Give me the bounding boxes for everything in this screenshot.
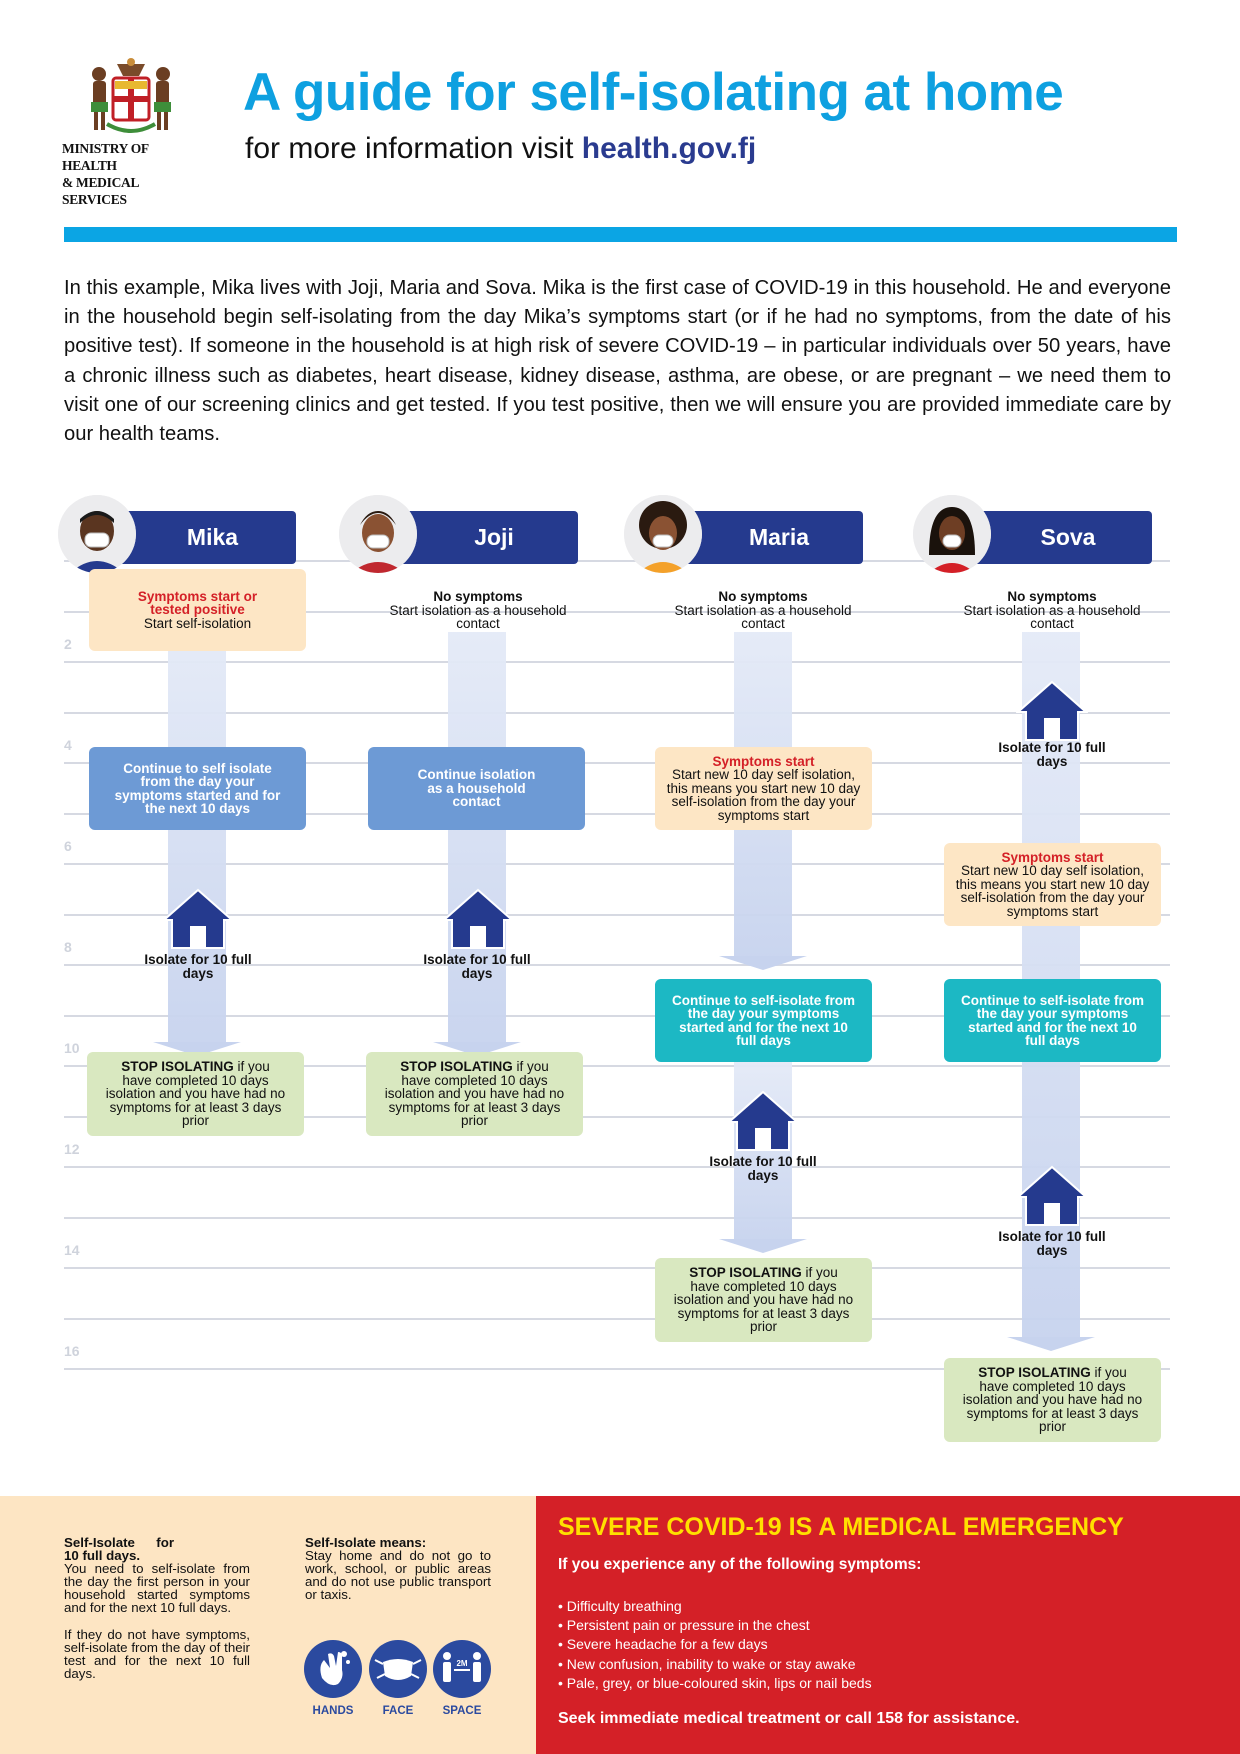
day-label: 10 <box>64 1040 80 1056</box>
footer-duration-block <box>64 1536 250 1680</box>
maria-start-status: No symptoms <box>718 589 808 604</box>
sova-continue-text: Continue to self-isolate from the day your symptoms started and for the next 10 full days <box>960 992 1144 1048</box>
timeline-gridline <box>64 1267 1170 1269</box>
joji-start-action: Start isolation as a household contact <box>389 602 567 631</box>
sova-continue-box <box>944 979 1161 1062</box>
symptom-item-text: Severe headache for a few days <box>566 1636 768 1653</box>
ministry-logo <box>62 56 200 207</box>
stop-conditions: if you have completed 10 days isolation and you have had no symptoms for at least 3 days prior <box>962 1365 1143 1435</box>
symptom-item-text: Difficulty breathing <box>566 1598 682 1614</box>
maria-start-action: Start isolation as a household contact <box>674 602 852 631</box>
emergency-symptom-list <box>558 1597 872 1693</box>
mika-avatar <box>58 495 136 573</box>
joji-stop-box <box>366 1052 583 1136</box>
maria-avatar <box>624 495 702 573</box>
stop-isolating-label: STOP ISOLATING <box>978 1365 1091 1381</box>
space-badge-text: 2M <box>456 1659 468 1668</box>
timeline-gridline <box>64 1217 1170 1219</box>
timeline-gridline <box>64 661 1170 663</box>
space-label: SPACE <box>442 1705 482 1717</box>
footer-info-panel <box>0 1496 536 1754</box>
person-avatar-icon <box>339 495 417 573</box>
mika-continue-box <box>89 747 306 830</box>
maria-symptoms-box <box>655 747 872 830</box>
joji-start-status: No symptoms <box>433 589 523 604</box>
maria-symptoms-action: Start new 10 day self isolation, this means you start new 10 day self-isolation from the day your symptoms start <box>666 767 861 823</box>
subtitle-prefix: for more information visit <box>245 132 574 165</box>
footer-duration-text-2: If they do not have symptoms, self-isolate from the day of their test and for the next 10 full days. <box>64 1627 250 1681</box>
stop-conditions: if you have completed 10 days isolation and you have had no symptoms for at least 3 days prior <box>673 1265 854 1335</box>
footer-duration-text-1: You need to self-isolate from the day the first person in your household started symptoms and for the next 10 full days. <box>64 1561 250 1615</box>
sova-isolate-label-1: Isolate for 10 full days <box>998 740 1106 769</box>
mika-start-action: Start self-isolation <box>143 615 252 631</box>
joji-continue-text: Continue isolation as a household contact <box>417 767 536 810</box>
sova-avatar <box>913 495 991 573</box>
footer-means-block <box>305 1536 491 1601</box>
day-label: 2 <box>64 636 72 652</box>
joji-track <box>448 632 506 1044</box>
day-label: 4 <box>64 737 72 753</box>
day-label: 12 <box>64 1141 80 1157</box>
symptom-item: • Severe headache for a few days <box>558 1636 768 1653</box>
timeline-gridline <box>64 1166 1170 1168</box>
intro-paragraph: In this example, Mika lives with Joji, Maria and Sova. Mika is the first case of COVID-19 in this household. He and everyone in the household begin self-isolating from the day Mika’s symptoms start (or if he had no symptoms, from the date of his positive test). If someone in the household is at high risk of severe COVID-19 – in particular individuals over 50 years, have a chronic illness such as diabetes, heart disease, kidney disease, asthma, are obese, or are pregnant – we need them to visit one of our screening clinics and get tested. If you test positive, then we will ensure you are provided immediate care by our health teams. <box>64 277 1171 446</box>
joji-start-text <box>376 590 580 631</box>
footer-means-heading: Self-Isolate means: <box>305 1535 427 1550</box>
emergency-heading: SEVERE COVID-19 IS A MEDICAL EMERGENCY <box>558 1513 1124 1541</box>
symptom-item-text: New confusion, inability to wake or stay awake <box>566 1655 856 1672</box>
house-icon <box>442 888 514 950</box>
day-label: 6 <box>64 838 72 854</box>
mika-stop-text <box>106 1060 286 1128</box>
stop-conditions: if you have completed 10 days isolation and you have had no symptoms for at least 3 days prior <box>105 1059 286 1129</box>
sova-symptoms-box <box>944 843 1161 926</box>
person-name: Mika <box>186 524 239 550</box>
distance-icon <box>433 1640 491 1698</box>
maria-stop-box <box>655 1258 872 1342</box>
symptom-item: • New confusion, inability to wake or stay awake <box>558 1655 856 1672</box>
emergency-action: Seek immediate medical treatment or call 158 for assistance. <box>558 1710 1020 1727</box>
sova-symptoms-status: Symptoms start <box>1001 849 1104 865</box>
mika-start-status: Symptoms start or tested positive <box>137 588 258 618</box>
ministry-name-line1: MINISTRY OF HEALTH <box>62 141 149 173</box>
maria-isolate-label: Isolate for 10 full days <box>709 1154 817 1183</box>
sova-start-action: Start isolation as a household contact <box>963 602 1141 631</box>
website-link[interactable]: health.gov.fj <box>581 132 757 165</box>
house-icon <box>1016 680 1088 742</box>
house-icon <box>162 888 234 950</box>
mika-continue-text: Continue to self isolate from the day your symptoms started and for the next 10 days <box>114 760 281 816</box>
person-avatar-icon <box>58 495 136 573</box>
symptom-item: • Persistent pain or pressure in the chest <box>558 1617 810 1634</box>
day-label: 14 <box>64 1242 80 1258</box>
page-title: A guide for self-isolating at home <box>243 63 1064 122</box>
person-avatar-icon <box>913 495 991 573</box>
stop-isolating-label: STOP ISOLATING <box>689 1265 802 1281</box>
mika-isolate-label: Isolate for 10 full days <box>144 952 252 981</box>
mika-start-box <box>89 569 306 651</box>
ministry-name-line2: & MEDICAL SERVICES <box>62 175 139 207</box>
symptom-item: • Difficulty breathing <box>558 1598 682 1614</box>
maria-continue-text: Continue to self-isolate from the day your symptoms started and for the next 10 full days <box>671 992 855 1048</box>
footer-means-text: Stay home and do not go to work, school, or public areas and do not use public transport or taxis. <box>305 1548 491 1602</box>
sova-stop-box <box>944 1358 1161 1442</box>
person-avatar-icon <box>624 495 702 573</box>
joji-avatar <box>339 495 417 573</box>
timeline-gridline <box>64 712 1170 714</box>
day-label: 16 <box>64 1343 80 1359</box>
stop-isolating-label: STOP ISOLATING <box>400 1059 513 1075</box>
sova-stop-text <box>963 1366 1143 1434</box>
maria-track-1-arrowhead <box>719 956 807 970</box>
sova-start-text <box>950 590 1154 631</box>
maria-continue-box <box>655 979 872 1062</box>
sova-symptoms-action: Start new 10 day self isolation, this means you start new 10 day self-isolation from the day your symptoms start <box>955 863 1150 919</box>
stop-isolating-label: STOP ISOLATING <box>121 1059 234 1075</box>
sova-track-arrowhead <box>1007 1337 1095 1351</box>
mika-stop-box <box>87 1052 304 1136</box>
joji-continue-box <box>368 747 585 830</box>
symptom-item-text: Persistent pain or pressure in the chest <box>566 1617 810 1634</box>
emergency-subheading: If you experience any of the following symptoms: <box>558 1556 922 1573</box>
person-name: Joji <box>474 524 514 550</box>
mika-track <box>168 632 226 1044</box>
joji-isolate-label: Isolate for 10 full days <box>423 952 531 981</box>
house-icon <box>727 1090 799 1152</box>
sova-isolate-label-2: Isolate for 10 full days <box>998 1229 1106 1258</box>
house-icon <box>1016 1165 1088 1227</box>
stop-conditions: if you have completed 10 days isolation and you have had no symptoms for at least 3 days prior <box>384 1059 565 1129</box>
person-name: Sova <box>1040 524 1096 550</box>
sova-start-status: No symptoms <box>1007 589 1097 604</box>
person-name: Maria <box>748 524 810 550</box>
face-label: FACE <box>382 1705 414 1717</box>
face-mask-icon <box>369 1640 427 1698</box>
hand-wash-icon <box>304 1640 362 1698</box>
symptom-item-text: Pale, grey, or blue-coloured skin, lips or nail beds <box>566 1674 872 1691</box>
maria-symptoms-status: Symptoms start <box>712 753 815 769</box>
day-label: 8 <box>64 939 72 955</box>
joji-stop-text <box>385 1060 565 1128</box>
hands-label: HANDS <box>312 1705 354 1717</box>
symptom-item: • Pale, grey, or blue-coloured skin, lips or nail beds <box>558 1674 872 1691</box>
header-divider <box>64 227 1177 242</box>
subtitle <box>245 132 756 166</box>
footer-duration-heading: Self-Isolate for 10 full days. <box>64 1535 174 1563</box>
fiji-coat-of-arms-icon <box>85 56 177 140</box>
timeline-gridline <box>64 1318 1170 1320</box>
maria-track-2-arrowhead <box>719 1239 807 1253</box>
maria-start-text <box>661 590 865 631</box>
maria-stop-text <box>674 1266 854 1334</box>
